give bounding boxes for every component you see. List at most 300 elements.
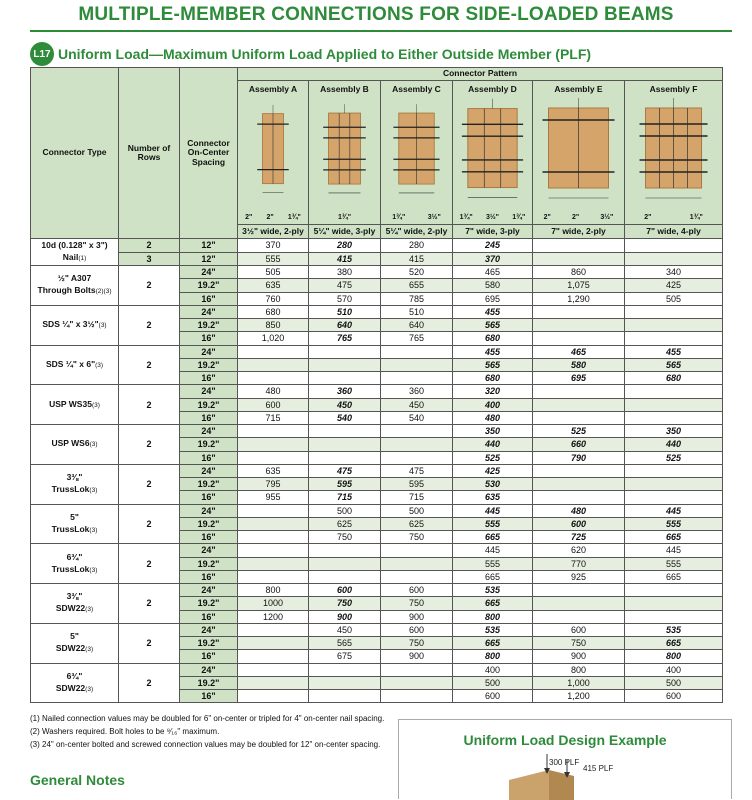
spacing-cell: 19.2" <box>180 597 238 610</box>
load-value: 765 <box>309 332 381 345</box>
general-notes-heading: General Notes <box>30 772 125 788</box>
load-value: 1,290 <box>533 292 625 305</box>
load-value <box>625 305 723 318</box>
load-value: 665 <box>453 531 533 544</box>
table-row <box>31 663 723 676</box>
rows-count: 2 <box>119 544 180 584</box>
load-value: 900 <box>381 610 453 623</box>
load-value <box>238 544 309 557</box>
load-value <box>238 438 309 451</box>
example-box <box>398 719 732 799</box>
table-subtitle <box>30 42 591 66</box>
load-value: 450 <box>309 398 381 411</box>
load-value: 480 <box>453 411 533 424</box>
assembly-label: Assembly D <box>468 84 517 94</box>
load-value <box>381 451 453 464</box>
load-value: 640 <box>309 319 381 332</box>
load-value <box>309 451 381 464</box>
load-value: 765 <box>381 332 453 345</box>
dimension-label: 1¾" <box>689 214 703 221</box>
load-value: 425 <box>625 279 723 292</box>
load-value: 455 <box>453 345 533 358</box>
load-value: 500 <box>453 676 533 689</box>
load-value: 565 <box>453 358 533 371</box>
load-value: 1,020 <box>238 332 309 345</box>
load-value <box>381 438 453 451</box>
load-value: 565 <box>625 358 723 371</box>
footnote-ref: (2)(3) <box>95 288 112 296</box>
load-value: 850 <box>238 319 309 332</box>
load-value <box>625 239 723 253</box>
load-value: 600 <box>238 398 309 411</box>
load-value: 540 <box>381 411 453 424</box>
assembly-width: 5¼" wide, 3-ply <box>309 225 381 239</box>
load-table <box>30 67 723 703</box>
load-value: 370 <box>238 239 309 253</box>
load-value: 675 <box>309 650 381 663</box>
connector-type: 6¾" <box>66 551 83 562</box>
load-value: 450 <box>309 623 381 636</box>
load-value: 350 <box>625 425 723 438</box>
dimension-label: 2" <box>266 214 274 221</box>
assembly-e-diagram <box>533 81 625 225</box>
load-value: 625 <box>381 517 453 530</box>
load-value: 1,075 <box>533 279 625 292</box>
spacing-cell: 19.2" <box>180 557 238 570</box>
load-value <box>309 690 381 703</box>
connector-type-line2: Nail <box>62 252 79 262</box>
load-value <box>309 372 381 385</box>
load-value: 445 <box>625 504 723 517</box>
spacing-cell: 24" <box>180 345 238 358</box>
load-value <box>533 319 625 332</box>
dimension-label: 1¾" <box>337 214 352 221</box>
spacing-cell: 16" <box>180 570 238 583</box>
dimension-label: 1¾" <box>459 214 473 221</box>
load-value: 800 <box>238 584 309 597</box>
rows-count: 2 <box>119 345 180 385</box>
load-value <box>238 557 309 570</box>
load-value: 475 <box>381 464 453 477</box>
load-value <box>309 676 381 689</box>
table-row <box>31 584 723 597</box>
load-value: 800 <box>625 650 723 663</box>
load-value: 620 <box>533 544 625 557</box>
connector-type-cell <box>31 239 119 266</box>
load-value <box>533 239 625 253</box>
footnote-ref: (3) <box>95 361 104 369</box>
rows-count: 3 <box>119 252 180 266</box>
load-value <box>381 690 453 703</box>
load-value <box>625 319 723 332</box>
load-value: 695 <box>533 372 625 385</box>
assembly-label: Assembly C <box>392 84 441 94</box>
table-row <box>31 544 723 557</box>
spacing-cell: 19.2" <box>180 637 238 650</box>
load-value: 370 <box>453 252 533 266</box>
load-value: 665 <box>625 531 723 544</box>
load-value: 440 <box>453 438 533 451</box>
example-load-2: 415 PLF <box>583 764 614 773</box>
rows-count: 2 <box>119 623 180 663</box>
connector-type-line2: Through Bolts <box>37 285 96 296</box>
load-value: 715 <box>309 491 381 504</box>
load-value <box>238 345 309 358</box>
load-value: 900 <box>309 610 381 623</box>
load-value: 555 <box>625 557 723 570</box>
spacing-cell: 19.2" <box>180 398 238 411</box>
load-value <box>309 570 381 583</box>
load-value <box>309 544 381 557</box>
spacing-cell: 16" <box>180 332 238 345</box>
spacing-cell: 16" <box>180 292 238 305</box>
load-value: 800 <box>453 610 533 623</box>
load-value: 455 <box>625 345 723 358</box>
header-connector-type: Connector Type <box>31 68 119 239</box>
spacing-cell: 24" <box>180 504 238 517</box>
load-value: 750 <box>309 531 381 544</box>
load-value: 665 <box>625 637 723 650</box>
load-value <box>625 252 723 266</box>
load-value: 525 <box>625 451 723 464</box>
load-value: 725 <box>533 531 625 544</box>
load-value: 440 <box>625 438 723 451</box>
footnote-ref: (3) <box>85 646 94 654</box>
load-value: 795 <box>238 478 309 491</box>
assembly-d-diagram <box>453 81 533 225</box>
load-value: 540 <box>309 411 381 424</box>
spacing-cell: 12" <box>180 252 238 266</box>
load-value: 1,200 <box>533 690 625 703</box>
load-value <box>238 650 309 663</box>
load-value: 680 <box>625 372 723 385</box>
load-value: 555 <box>625 517 723 530</box>
load-value: 400 <box>453 663 533 676</box>
load-value <box>625 478 723 491</box>
load-value <box>533 584 625 597</box>
spacing-cell: 16" <box>180 610 238 623</box>
load-value: 600 <box>381 584 453 597</box>
dimension-label: 2" <box>245 214 253 221</box>
assembly-label: Assembly A <box>248 84 298 94</box>
load-value: 565 <box>309 637 381 650</box>
load-value: 680 <box>453 372 533 385</box>
assembly-width: 7" wide, 3-ply <box>453 225 533 239</box>
load-value: 350 <box>453 425 533 438</box>
load-value: 600 <box>453 690 533 703</box>
assembly-width: 5¼" wide, 2-ply <box>381 225 453 239</box>
spacing-cell: 24" <box>180 544 238 557</box>
load-value: 445 <box>625 544 723 557</box>
connector-type: SDS ¼" x 3½" <box>42 319 99 330</box>
load-value <box>533 411 625 424</box>
connector-type-line2: TrussLok <box>51 563 90 574</box>
load-value <box>238 676 309 689</box>
rows-count: 2 <box>119 239 180 253</box>
load-value: 925 <box>533 570 625 583</box>
load-value <box>625 491 723 504</box>
load-value <box>238 451 309 464</box>
load-value <box>381 557 453 570</box>
load-value: 1200 <box>238 610 309 623</box>
load-value <box>625 332 723 345</box>
load-value <box>309 425 381 438</box>
spacing-cell: 12" <box>180 239 238 253</box>
load-value: 635 <box>238 464 309 477</box>
load-value: 660 <box>533 438 625 451</box>
footnote-ref: (3) <box>85 606 94 614</box>
load-value: 505 <box>625 292 723 305</box>
load-value: 760 <box>238 292 309 305</box>
rows-count: 2 <box>119 584 180 624</box>
connector-type-line2: TrussLok <box>51 523 90 534</box>
dimension-label: 3½" <box>427 214 441 221</box>
spacing-cell: 16" <box>180 690 238 703</box>
load-value <box>533 332 625 345</box>
spacing-cell: 16" <box>180 491 238 504</box>
table-subtitle-text: Uniform Load—Maximum Uniform Load Applied to Either Outside Member (PLF) <box>58 46 592 62</box>
load-value: 530 <box>453 478 533 491</box>
assembly-dimensions <box>309 214 380 221</box>
load-value: 1,000 <box>533 676 625 689</box>
load-value: 475 <box>309 279 381 292</box>
load-value: 600 <box>533 623 625 636</box>
load-value <box>381 676 453 689</box>
load-value <box>381 358 453 371</box>
load-value <box>533 252 625 266</box>
rows-count: 2 <box>119 266 180 306</box>
load-value <box>238 570 309 583</box>
load-value <box>381 663 453 676</box>
load-value: 715 <box>381 491 453 504</box>
connector-type-cell <box>31 266 119 306</box>
load-value: 860 <box>533 266 625 279</box>
spacing-cell: 19.2" <box>180 319 238 332</box>
load-value: 555 <box>453 557 533 570</box>
load-value: 625 <box>309 517 381 530</box>
dimension-label: 2" <box>543 214 551 221</box>
load-value: 665 <box>453 570 533 583</box>
title-rule <box>30 30 732 32</box>
load-value <box>533 597 625 610</box>
connector-type: 3⅜" <box>66 591 83 602</box>
connector-type: ½" A307 <box>57 273 92 284</box>
load-value: 280 <box>381 239 453 253</box>
spacing-cell: 19.2" <box>180 517 238 530</box>
assembly-width: 7" wide, 4-ply <box>625 225 723 239</box>
spacing-cell: 19.2" <box>180 676 238 689</box>
load-value: 450 <box>381 398 453 411</box>
connector-type: USP WS35 <box>49 398 92 409</box>
load-value <box>309 358 381 371</box>
spacing-cell: 24" <box>180 266 238 279</box>
footnote-ref: (3) <box>98 322 107 330</box>
header-spacing: Connector On-Center Spacing <box>180 68 238 239</box>
load-value <box>625 398 723 411</box>
header-rows: Number of Rows <box>119 68 180 239</box>
connector-type-cell <box>31 663 119 703</box>
load-value: 480 <box>238 385 309 398</box>
load-value: 595 <box>309 478 381 491</box>
load-value: 635 <box>453 491 533 504</box>
connector-type: 6¾" <box>66 670 83 681</box>
load-value <box>238 637 309 650</box>
rows-count: 2 <box>119 464 180 504</box>
dimension-label: 1¾" <box>287 214 301 221</box>
footnote-ref: (3) <box>89 441 98 449</box>
rows-count: 2 <box>119 663 180 703</box>
connector-type-cell <box>31 345 119 385</box>
load-value: 750 <box>309 597 381 610</box>
spacing-cell: 19.2" <box>180 358 238 371</box>
load-value: 600 <box>625 690 723 703</box>
load-value: 500 <box>381 504 453 517</box>
load-value <box>533 464 625 477</box>
load-value <box>309 663 381 676</box>
load-value: 505 <box>238 266 309 279</box>
dimension-label: 2" <box>571 214 580 221</box>
load-value: 510 <box>381 305 453 318</box>
assembly-a-diagram <box>238 81 309 225</box>
footnotes <box>30 712 384 751</box>
load-value <box>238 425 309 438</box>
spacing-cell: 24" <box>180 663 238 676</box>
load-value: 600 <box>381 623 453 636</box>
assembly-dimensions <box>453 214 532 221</box>
load-value <box>238 358 309 371</box>
connector-type: 3⅜" <box>66 472 83 483</box>
load-value: 570 <box>309 292 381 305</box>
header-pattern: Connector Pattern <box>238 68 723 81</box>
load-value: 400 <box>625 663 723 676</box>
spacing-cell: 24" <box>180 623 238 636</box>
load-value: 340 <box>625 266 723 279</box>
load-value: 500 <box>309 504 381 517</box>
load-value <box>309 438 381 451</box>
load-value <box>625 385 723 398</box>
load-value: 750 <box>533 637 625 650</box>
load-value: 500 <box>625 676 723 689</box>
assembly-label: Assembly F <box>649 84 698 94</box>
spacing-cell: 24" <box>180 464 238 477</box>
footnote-ref: (3) <box>89 487 98 495</box>
connector-type-line2: SDW22 <box>55 603 86 614</box>
connector-type-cell <box>31 305 119 345</box>
connector-type-cell <box>31 584 119 624</box>
load-value: 715 <box>238 411 309 424</box>
load-value: 750 <box>381 531 453 544</box>
load-value: 535 <box>453 584 533 597</box>
table-row <box>31 252 723 266</box>
load-value: 955 <box>238 491 309 504</box>
load-value <box>625 597 723 610</box>
spacing-cell: 24" <box>180 385 238 398</box>
table-row <box>31 504 723 517</box>
footnote-ref: (3) <box>89 526 98 534</box>
load-value: 425 <box>453 464 533 477</box>
load-value <box>238 663 309 676</box>
load-value <box>381 345 453 358</box>
load-value <box>309 345 381 358</box>
table-row <box>31 385 723 398</box>
rows-count: 2 <box>119 504 180 544</box>
load-value: 635 <box>238 279 309 292</box>
load-value: 445 <box>453 544 533 557</box>
spacing-cell: 16" <box>180 451 238 464</box>
load-value: 655 <box>381 279 453 292</box>
assembly-dimensions <box>533 214 624 221</box>
load-value <box>238 690 309 703</box>
load-value: 480 <box>533 504 625 517</box>
connector-type-cell <box>31 464 119 504</box>
table-row <box>31 345 723 358</box>
dimension-label: 1¾" <box>392 214 406 221</box>
load-value: 415 <box>381 252 453 266</box>
dimension-label: 1¾" <box>512 214 526 221</box>
load-value: 360 <box>381 385 453 398</box>
spacing-cell: 24" <box>180 305 238 318</box>
load-value: 465 <box>453 266 533 279</box>
load-value: 525 <box>533 425 625 438</box>
load-value: 280 <box>309 239 381 253</box>
load-value <box>309 557 381 570</box>
connector-type-cell <box>31 544 119 584</box>
assembly-dimensions <box>625 214 722 221</box>
assembly-label: Assembly B <box>320 84 369 94</box>
load-value: 680 <box>453 332 533 345</box>
dimension-label: 2" <box>644 214 652 221</box>
load-value: 580 <box>533 358 625 371</box>
load-value: 595 <box>381 478 453 491</box>
load-value: 790 <box>533 451 625 464</box>
assembly-dimensions <box>381 214 452 221</box>
footnote-ref: (3) <box>85 685 94 693</box>
load-value: 665 <box>625 570 723 583</box>
load-value: 535 <box>625 623 723 636</box>
load-value: 900 <box>533 650 625 663</box>
connector-type: 5" <box>70 511 79 522</box>
assembly-f-diagram <box>625 81 723 225</box>
load-value: 600 <box>309 584 381 597</box>
assembly-c-diagram <box>381 81 453 225</box>
page-title: MULTIPLE-MEMBER CONNECTIONS FOR SIDE-LOADED BEAMS <box>78 4 674 25</box>
footnote-1: (1) Nailed connection values may be doubled for 6" on-center or tripled for 4" on-center nail spacing. <box>30 714 385 723</box>
assembly-width: 3½" wide, 2-ply <box>238 225 309 239</box>
load-value: 415 <box>309 252 381 266</box>
spacing-cell: 19.2" <box>180 279 238 292</box>
connector-type: SDS ¼" x 6" <box>45 358 96 369</box>
spacing-cell: 16" <box>180 531 238 544</box>
connector-type: 5" <box>70 631 79 642</box>
load-value: 750 <box>381 637 453 650</box>
load-value <box>625 610 723 623</box>
load-value <box>625 584 723 597</box>
load-value <box>533 610 625 623</box>
table-row <box>31 623 723 636</box>
load-value: 555 <box>453 517 533 530</box>
load-value: 785 <box>381 292 453 305</box>
load-value: 680 <box>238 305 309 318</box>
load-value <box>238 517 309 530</box>
load-value: 455 <box>453 305 533 318</box>
load-value: 245 <box>453 239 533 253</box>
load-value: 750 <box>381 597 453 610</box>
load-value: 565 <box>453 319 533 332</box>
load-value: 320 <box>453 385 533 398</box>
spacing-cell: 19.2" <box>180 478 238 491</box>
spacing-cell: 16" <box>180 411 238 424</box>
rows-count: 2 <box>119 305 180 345</box>
